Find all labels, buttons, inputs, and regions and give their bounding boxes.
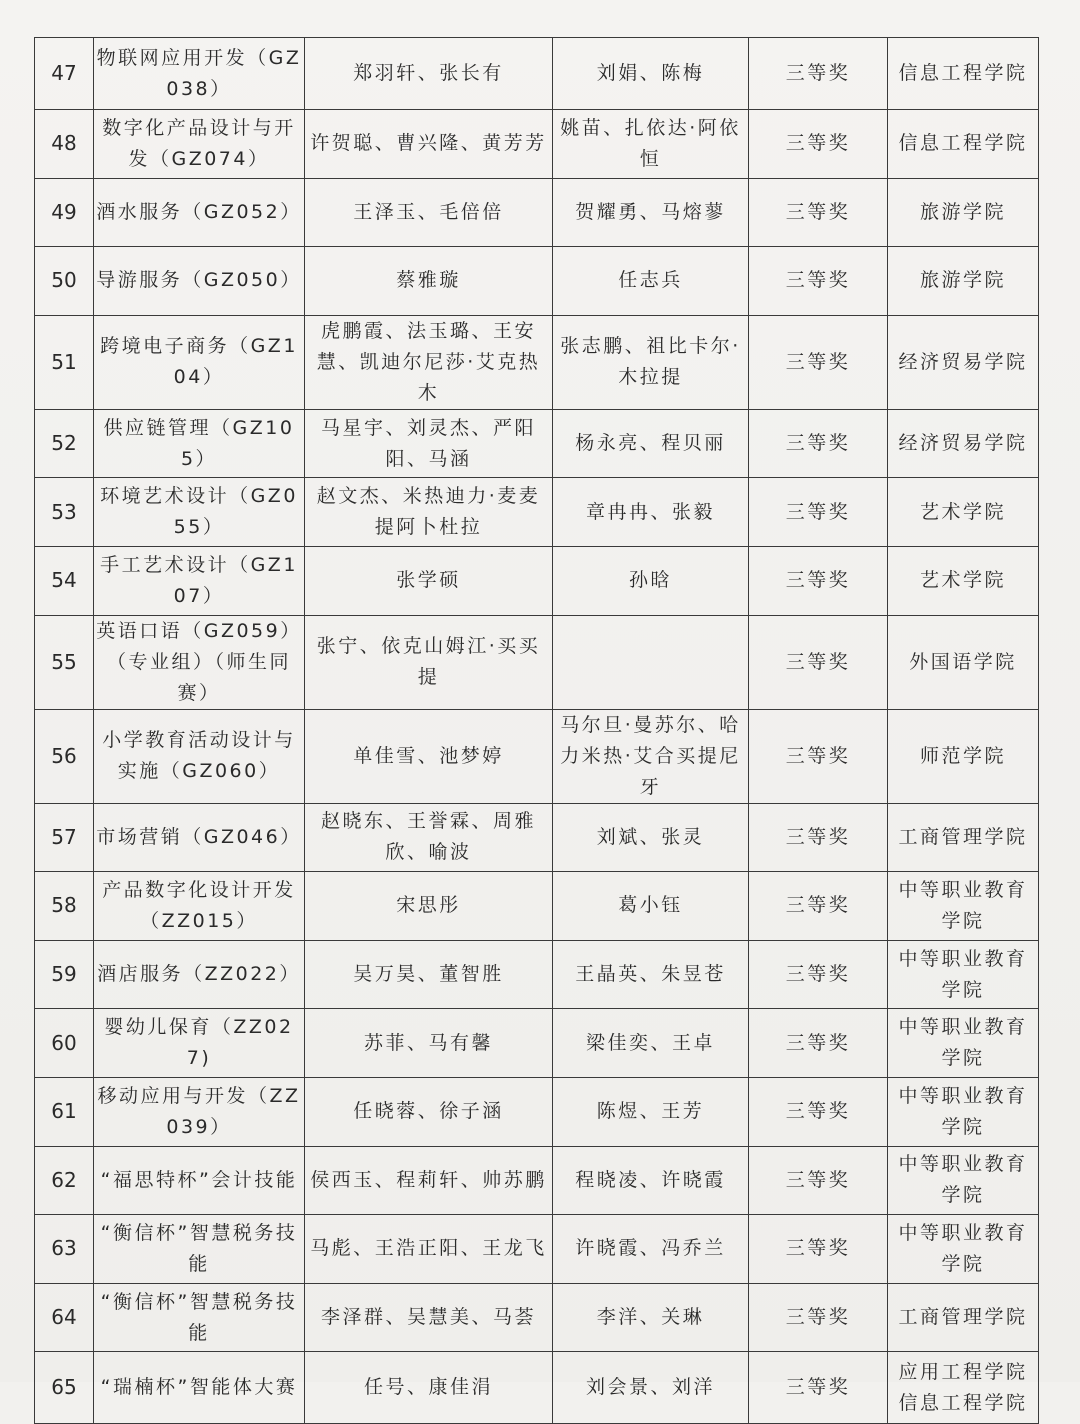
student-names: 马彪、王浩正阳、王龙飞 <box>305 1215 553 1284</box>
award-level: 三等奖 <box>749 110 888 179</box>
competition-project: 市场营销（GZ046） <box>94 803 305 872</box>
advisor-names: 孙晗 <box>553 546 749 615</box>
award-level: 三等奖 <box>749 38 888 110</box>
competition-project: 酒水服务（GZ052） <box>94 178 305 247</box>
student-names: 侯西玉、程莉轩、帅苏鹏 <box>305 1146 553 1215</box>
row-number: 58 <box>35 872 94 941</box>
award-level: 三等奖 <box>749 546 888 615</box>
row-number: 62 <box>35 1146 94 1215</box>
competition-project: “衡信杯”智慧税务技能 <box>94 1283 305 1352</box>
college-name: 旅游学院 <box>888 178 1039 247</box>
row-number: 51 <box>35 315 94 409</box>
advisor-names: 王晶英、朱昱苍 <box>553 940 749 1009</box>
college-name: 工商管理学院 <box>888 803 1039 872</box>
row-number: 56 <box>35 709 94 803</box>
award-level: 三等奖 <box>749 478 888 547</box>
student-names: 许贺聪、曹兴隆、黄芳芳 <box>305 110 553 179</box>
student-names: 王泽玉、毛倍倍 <box>305 178 553 247</box>
award-level: 三等奖 <box>749 709 888 803</box>
competition-project: “福思特杯”会计技能 <box>94 1146 305 1215</box>
college-name: 旅游学院 <box>888 247 1039 316</box>
student-names: 张学硕 <box>305 546 553 615</box>
college-name: 经济贸易学院 <box>888 409 1039 478</box>
advisor-names: 章冉冉、张毅 <box>553 478 749 547</box>
row-number: 53 <box>35 478 94 547</box>
competition-project: 婴幼儿保育（ZZ027) <box>94 1009 305 1078</box>
college-name: 师范学院 <box>888 709 1039 803</box>
college-name: 艺术学院 <box>888 478 1039 547</box>
student-names: 单佳雪、池梦婷 <box>305 709 553 803</box>
award-level: 三等奖 <box>749 1009 888 1078</box>
college-name: 信息工程学院 <box>888 38 1039 110</box>
table-row <box>35 247 1039 316</box>
award-level: 三等奖 <box>749 315 888 409</box>
student-names: 马星宇、刘灵杰、严阳阳、马涵 <box>305 409 553 478</box>
table-row <box>35 315 1039 409</box>
row-number: 64 <box>35 1283 94 1352</box>
advisor-names: 张志鹏、祖比卡尔·木拉提 <box>553 315 749 409</box>
award-level: 三等奖 <box>749 1077 888 1146</box>
competition-project: 英语口语（GZ059）（专业组）（师生同赛） <box>94 615 305 709</box>
college-name: 中等职业教育学院 <box>888 1146 1039 1215</box>
competition-project: 环境艺术设计（GZ055） <box>94 478 305 547</box>
competition-project: “瑞楠杯”智能体大赛 <box>94 1352 305 1424</box>
student-names: 吴万昊、董智胜 <box>305 940 553 1009</box>
college-name: 中等职业教育学院 <box>888 1215 1039 1284</box>
row-number: 59 <box>35 940 94 1009</box>
award-level: 三等奖 <box>749 615 888 709</box>
table-row <box>35 1146 1039 1215</box>
table-row <box>35 409 1039 478</box>
table-row <box>35 1215 1039 1284</box>
student-names: 苏菲、马有馨 <box>305 1009 553 1078</box>
award-level: 三等奖 <box>749 409 888 478</box>
student-names: 任号、康佳涓 <box>305 1352 553 1424</box>
row-number: 48 <box>35 110 94 179</box>
table-row <box>35 1077 1039 1146</box>
table-row <box>35 1352 1039 1424</box>
student-names: 赵文杰、米热迪力·麦麦提阿卜杜拉 <box>305 478 553 547</box>
award-level: 三等奖 <box>749 872 888 941</box>
competition-project: 导游服务（GZ050） <box>94 247 305 316</box>
row-number: 50 <box>35 247 94 316</box>
advisor-names: 刘会景、刘洋 <box>553 1352 749 1424</box>
table-row <box>35 615 1039 709</box>
competition-project: 供应链管理（GZ105） <box>94 409 305 478</box>
table-row <box>35 1283 1039 1352</box>
student-names: 虎鹏霞、法玉璐、王安慧、凯迪尔尼莎·艾克热木 <box>305 315 553 409</box>
award-level: 三等奖 <box>749 803 888 872</box>
college-name: 外国语学院 <box>888 615 1039 709</box>
competition-project: 跨境电子商务（GZ104） <box>94 315 305 409</box>
college-name: 经济贸易学院 <box>888 315 1039 409</box>
table-row <box>35 110 1039 179</box>
row-number: 65 <box>35 1352 94 1424</box>
advisor-names: 梁佳奕、王卓 <box>553 1009 749 1078</box>
row-number: 47 <box>35 38 94 110</box>
award-level: 三等奖 <box>749 247 888 316</box>
table-row <box>35 38 1039 110</box>
competition-project: 小学教育活动设计与实施（GZ060） <box>94 709 305 803</box>
student-names: 宋思彤 <box>305 872 553 941</box>
student-names: 赵晓东、王誉霖、周雅欣、喻波 <box>305 803 553 872</box>
advisor-names <box>553 615 749 709</box>
row-number: 63 <box>35 1215 94 1284</box>
advisor-names: 葛小钰 <box>553 872 749 941</box>
college-name: 应用工程学院信息工程学院 <box>888 1352 1039 1424</box>
table-row <box>35 872 1039 941</box>
advisor-names: 许晓霞、冯乔兰 <box>553 1215 749 1284</box>
advisor-names: 陈煜、王芳 <box>553 1077 749 1146</box>
competition-project: 物联网应用开发（GZ038） <box>94 38 305 110</box>
row-number: 55 <box>35 615 94 709</box>
advisor-names: 姚苗、扎依达·阿依恒 <box>553 110 749 179</box>
competition-project: 酒店服务（ZZ022） <box>94 940 305 1009</box>
advisor-names: 贺耀勇、马熔蓼 <box>553 178 749 247</box>
advisor-names: 马尔旦·曼苏尔、哈力米热·艾合买提尼牙 <box>553 709 749 803</box>
row-number: 60 <box>35 1009 94 1078</box>
award-level: 三等奖 <box>749 1352 888 1424</box>
table-row <box>35 546 1039 615</box>
advisor-names: 任志兵 <box>553 247 749 316</box>
award-level: 三等奖 <box>749 178 888 247</box>
college-name: 艺术学院 <box>888 546 1039 615</box>
table-row <box>35 178 1039 247</box>
college-name: 中等职业教育学院 <box>888 1077 1039 1146</box>
student-names: 李泽群、吴慧美、马荟 <box>305 1283 553 1352</box>
advisor-names: 刘娟、陈梅 <box>553 38 749 110</box>
competition-project: 移动应用与开发（ZZ039） <box>94 1077 305 1146</box>
row-number: 57 <box>35 803 94 872</box>
college-name: 中等职业教育学院 <box>888 872 1039 941</box>
competition-project: 数字化产品设计与开发（GZ074） <box>94 110 305 179</box>
row-number: 61 <box>35 1077 94 1146</box>
table-row <box>35 1009 1039 1078</box>
student-names: 张宁、依克山姆江·买买提 <box>305 615 553 709</box>
awards-table <box>34 37 1039 1424</box>
student-names: 蔡雅璇 <box>305 247 553 316</box>
competition-project: 手工艺术设计（GZ107） <box>94 546 305 615</box>
row-number: 52 <box>35 409 94 478</box>
competition-project: “衡信杯”智慧税务技能 <box>94 1215 305 1284</box>
table-row <box>35 940 1039 1009</box>
college-name: 工商管理学院 <box>888 1283 1039 1352</box>
award-level: 三等奖 <box>749 940 888 1009</box>
table-row <box>35 709 1039 803</box>
table-row <box>35 803 1039 872</box>
table-row <box>35 478 1039 547</box>
competition-project: 产品数字化设计开发（ZZ015） <box>94 872 305 941</box>
advisor-names: 刘斌、张灵 <box>553 803 749 872</box>
row-number: 49 <box>35 178 94 247</box>
advisor-names: 李洋、关琳 <box>553 1283 749 1352</box>
award-level: 三等奖 <box>749 1283 888 1352</box>
award-level: 三等奖 <box>749 1215 888 1284</box>
college-name: 信息工程学院 <box>888 110 1039 179</box>
student-names: 郑羽轩、张长有 <box>305 38 553 110</box>
college-name: 中等职业教育学院 <box>888 940 1039 1009</box>
award-level: 三等奖 <box>749 1146 888 1215</box>
college-name: 中等职业教育学院 <box>888 1009 1039 1078</box>
row-number: 54 <box>35 546 94 615</box>
advisor-names: 程晓凌、许晓霞 <box>553 1146 749 1215</box>
student-names: 任晓蓉、徐子涵 <box>305 1077 553 1146</box>
advisor-names: 杨永亮、程贝丽 <box>553 409 749 478</box>
